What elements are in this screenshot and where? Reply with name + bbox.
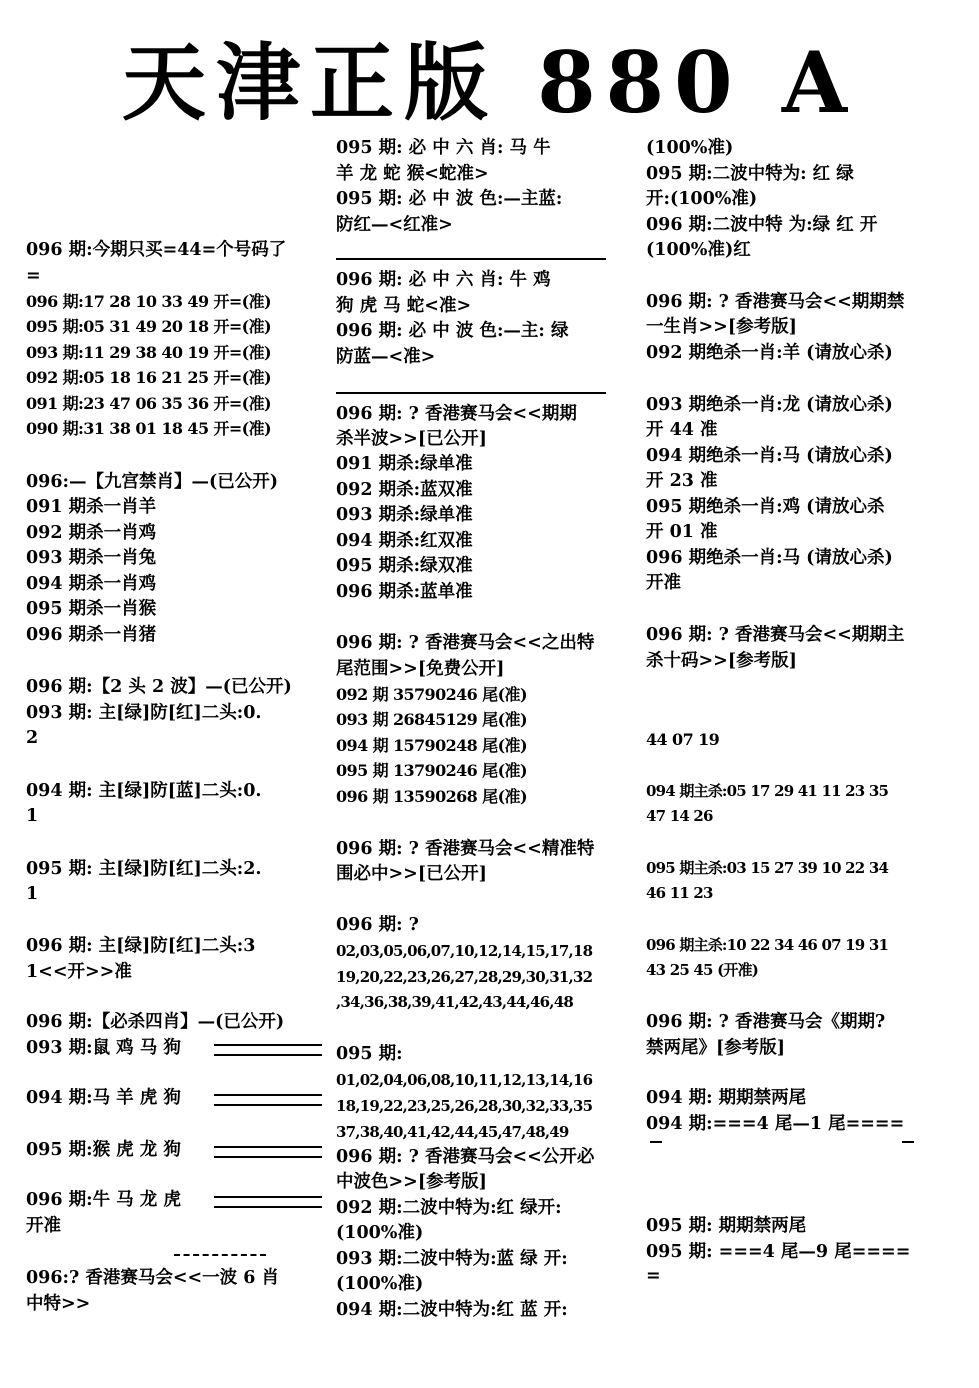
text-line: 开准	[26, 1216, 61, 1236]
text-line: 095 期主杀:03 15 27 39 10 22 34	[646, 859, 889, 877]
text-line: 096 期: ? 香港赛马会<<期期	[336, 404, 577, 424]
number-row: 43 25 45 (开准)	[646, 961, 759, 979]
text-line: 杀半波>>[已公开]	[336, 429, 487, 449]
text-line: 094 期杀:红双准	[336, 531, 473, 551]
text-line: 094 期绝杀一肖:马 (请放心杀)	[646, 446, 893, 466]
text-line: 091 期杀:绿单准	[336, 454, 473, 474]
text-line: 095 期: 必 中 六 肖: 马 牛	[336, 138, 551, 158]
text-line: 096 期:今期只买=44=个号码了	[26, 240, 287, 260]
text-line: 094 期:二波中特为:红 蓝 开:	[336, 1300, 568, 1320]
text-line: 095 期: 期期禁两尾	[646, 1216, 807, 1236]
text-line: 096 期: ? 香港赛马会<<之出特	[336, 633, 595, 653]
text-line: 羊 龙 蛇 猴<蛇准>	[336, 164, 489, 184]
text-line: 096 期绝杀一肖:马 (请放心杀)	[646, 548, 893, 568]
text-line: 096 期:17 28 10 33 49 开=(准)	[26, 292, 272, 311]
text-line: 开:(100%准)	[646, 189, 758, 209]
text-line: 094 期杀一肖鸡	[26, 574, 157, 594]
text-line: (100%准)红	[646, 240, 751, 260]
text-line: 096 期: ? 香港赛马会<<精准特	[336, 839, 595, 859]
text-line: 096 期: ? 香港赛马会《期期?	[646, 1012, 886, 1032]
text-line: (100%准)	[336, 1274, 424, 1294]
text-line: 094 期: 期期禁两尾	[646, 1088, 807, 1108]
number-row: 02,03,05,06,07,10,12,14,15,17,18	[336, 942, 593, 960]
text-line: 093 期绝杀一肖:龙 (请放心杀)	[646, 395, 893, 415]
number-row: 18,19,22,23,25,26,28,30,32,33,35	[336, 1097, 593, 1115]
text-line: 2	[26, 728, 39, 748]
text-line: 095 期: ===4 尾—9 尾====	[646, 1242, 911, 1262]
text-line: 中特>>	[26, 1294, 91, 1314]
text-line: 开准	[646, 573, 681, 593]
text-line: 096 期: ?	[336, 915, 419, 935]
text-line: 095 期: 必 中 波 色:—主蓝:	[336, 189, 563, 209]
text-line: 杀十码>>[参考版]	[646, 651, 797, 671]
text-line: 094 期: 主[绿]防[蓝]二头:0.	[26, 781, 262, 801]
text-line: 尾范围>>[免费公开]	[336, 659, 505, 679]
text-line: (100%准)	[646, 138, 734, 158]
section-divider	[336, 392, 606, 394]
text-line: 一生肖>>[参考版]	[646, 317, 797, 337]
text-line: 094 期:马 羊 虎 狗	[26, 1088, 181, 1108]
text-line: 中波色>>[参考版]	[336, 1172, 487, 1192]
text-line: 096 期: 主[绿]防[红]二头:3	[26, 936, 256, 956]
text-line: 091 期杀一肖羊	[26, 497, 157, 517]
text-line: 095 期:	[336, 1044, 403, 1064]
dash-mark	[650, 1141, 662, 1143]
number-row: 46 11 23	[646, 884, 713, 902]
double-rule	[214, 1094, 322, 1106]
text-line: 096 期杀一肖猪	[26, 625, 157, 645]
text-line: 095 期: 主[绿]防[红]二头:2.	[26, 859, 262, 879]
text-line: 093 期: 主[绿]防[红]二头:0.	[26, 703, 262, 723]
text-line: 093 期:二波中特为:蓝 绿 开:	[336, 1249, 568, 1269]
text-line: 094 期 15790248 尾(准)	[336, 736, 527, 755]
text-line: 096 期:二波中特 为:绿 红 开	[646, 215, 878, 235]
text-line: 围必中>>[已公开]	[336, 864, 487, 884]
section-heading: 096:—【九宫禁肖】—(已公开)	[26, 472, 279, 492]
text-line: 096 期:牛 马 龙 虎	[26, 1190, 181, 1210]
text-line: 095 期杀一肖猴	[26, 599, 157, 619]
text-line: 095 期 13790246 尾(准)	[336, 761, 527, 780]
text-line: 092 期 35790246 尾(准)	[336, 685, 527, 704]
section-heading: 096 期:【2 头 2 波】—(已公开)	[26, 677, 292, 697]
number-row: 37,38,40,41,42,44,45,47,48,49	[336, 1123, 569, 1141]
text-line: 090 期:31 38 01 18 45 开=(准)	[26, 419, 272, 438]
text-line: 开 44 准	[646, 420, 718, 440]
text-line: 092 期杀一肖鸡	[26, 523, 157, 543]
text-line: 开 23 准	[646, 471, 718, 491]
text-line: 093 期:鼠 鸡 马 狗	[26, 1038, 181, 1058]
text-line: 096 期主杀:10 22 34 46 07 19 31	[646, 936, 889, 954]
dash-mark	[902, 1141, 914, 1143]
text-line: 096 期: ? 香港赛马会<<期期禁	[646, 292, 905, 312]
text-line: 防红—<红准>	[336, 215, 453, 235]
double-rule	[214, 1146, 322, 1158]
text-line: (100%准)	[336, 1223, 424, 1243]
double-rule	[214, 1044, 322, 1056]
text-line: 开 01 准	[646, 522, 718, 542]
text-line: 096 期: ? 香港赛马会<<公开必	[336, 1147, 595, 1167]
text-line: =	[26, 266, 41, 286]
text-line: 狗 虎 马 蛇<准>	[336, 296, 472, 316]
number-row: 01,02,04,06,08,10,11,12,13,14,16	[336, 1071, 593, 1089]
text-line: 095 期:二波中特为: 红 绿	[646, 164, 854, 184]
text-line: 093 期 26845129 尾(准)	[336, 710, 527, 729]
text-line: 095 期杀:绿双准	[336, 556, 473, 576]
dashed-divider	[174, 1254, 266, 1256]
text-line: 094 期主杀:05 17 29 41 11 23 35	[646, 782, 889, 800]
text-line: 禁两尾》[参考版]	[646, 1038, 786, 1058]
text-line: 1	[26, 806, 39, 826]
number-row: 44 07 19	[646, 730, 720, 749]
text-line: 096 期: 必 中 波 色:—主: 绿	[336, 321, 569, 341]
text-line: 094 期:===4 尾—1 尾====	[646, 1114, 905, 1134]
section-heading: 096 期:【必杀四肖】—(已公开)	[26, 1012, 285, 1032]
number-row: ,34,36,38,39,41,42,43,44,46,48	[336, 993, 573, 1011]
text-line: =	[646, 1266, 661, 1286]
text-line: 093 期杀:绿单准	[336, 505, 473, 525]
number-row: 47 14 26	[646, 807, 713, 825]
text-line: 095 期绝杀一肖:鸡 (请放心杀	[646, 497, 885, 517]
text-line: 092 期:二波中特为:红 绿开:	[336, 1198, 562, 1218]
text-line: 092 期:05 18 16 21 25 开=(准)	[26, 368, 272, 387]
text-line: 096 期 13590268 尾(准)	[336, 787, 527, 806]
page-title: 天津正版 880 A	[121, 33, 857, 132]
number-row: 19,20,22,23,26,27,28,29,30,31,32	[336, 968, 593, 986]
text-line: 092 期绝杀一肖:羊 (请放心杀)	[646, 343, 893, 363]
text-line: 092 期杀:蓝双准	[336, 480, 473, 500]
text-line: 096 期: ? 香港赛马会<<期期主	[646, 625, 905, 645]
text-line: 1<<开>>准	[26, 962, 132, 982]
text-line: 096:? 香港赛马会<<一波 6 肖	[26, 1268, 280, 1288]
text-line: 096 期: 必 中 六 肖: 牛 鸡	[336, 270, 551, 290]
text-line: 095 期:05 31 49 20 18 开=(准)	[26, 317, 272, 336]
text-line: 防蓝—<准>	[336, 347, 436, 367]
text-line: 093 期杀一肖兔	[26, 548, 157, 568]
text-line: 093 期:11 29 38 40 19 开=(准)	[26, 343, 272, 362]
text-line: 096 期杀:蓝单准	[336, 582, 473, 602]
text-line: 1	[26, 884, 39, 904]
section-divider	[336, 258, 606, 260]
text-line: 095 期:猴 虎 龙 狗	[26, 1140, 181, 1160]
text-line: 091 期:23 47 06 35 36 开=(准)	[26, 394, 272, 413]
double-rule	[214, 1196, 322, 1208]
